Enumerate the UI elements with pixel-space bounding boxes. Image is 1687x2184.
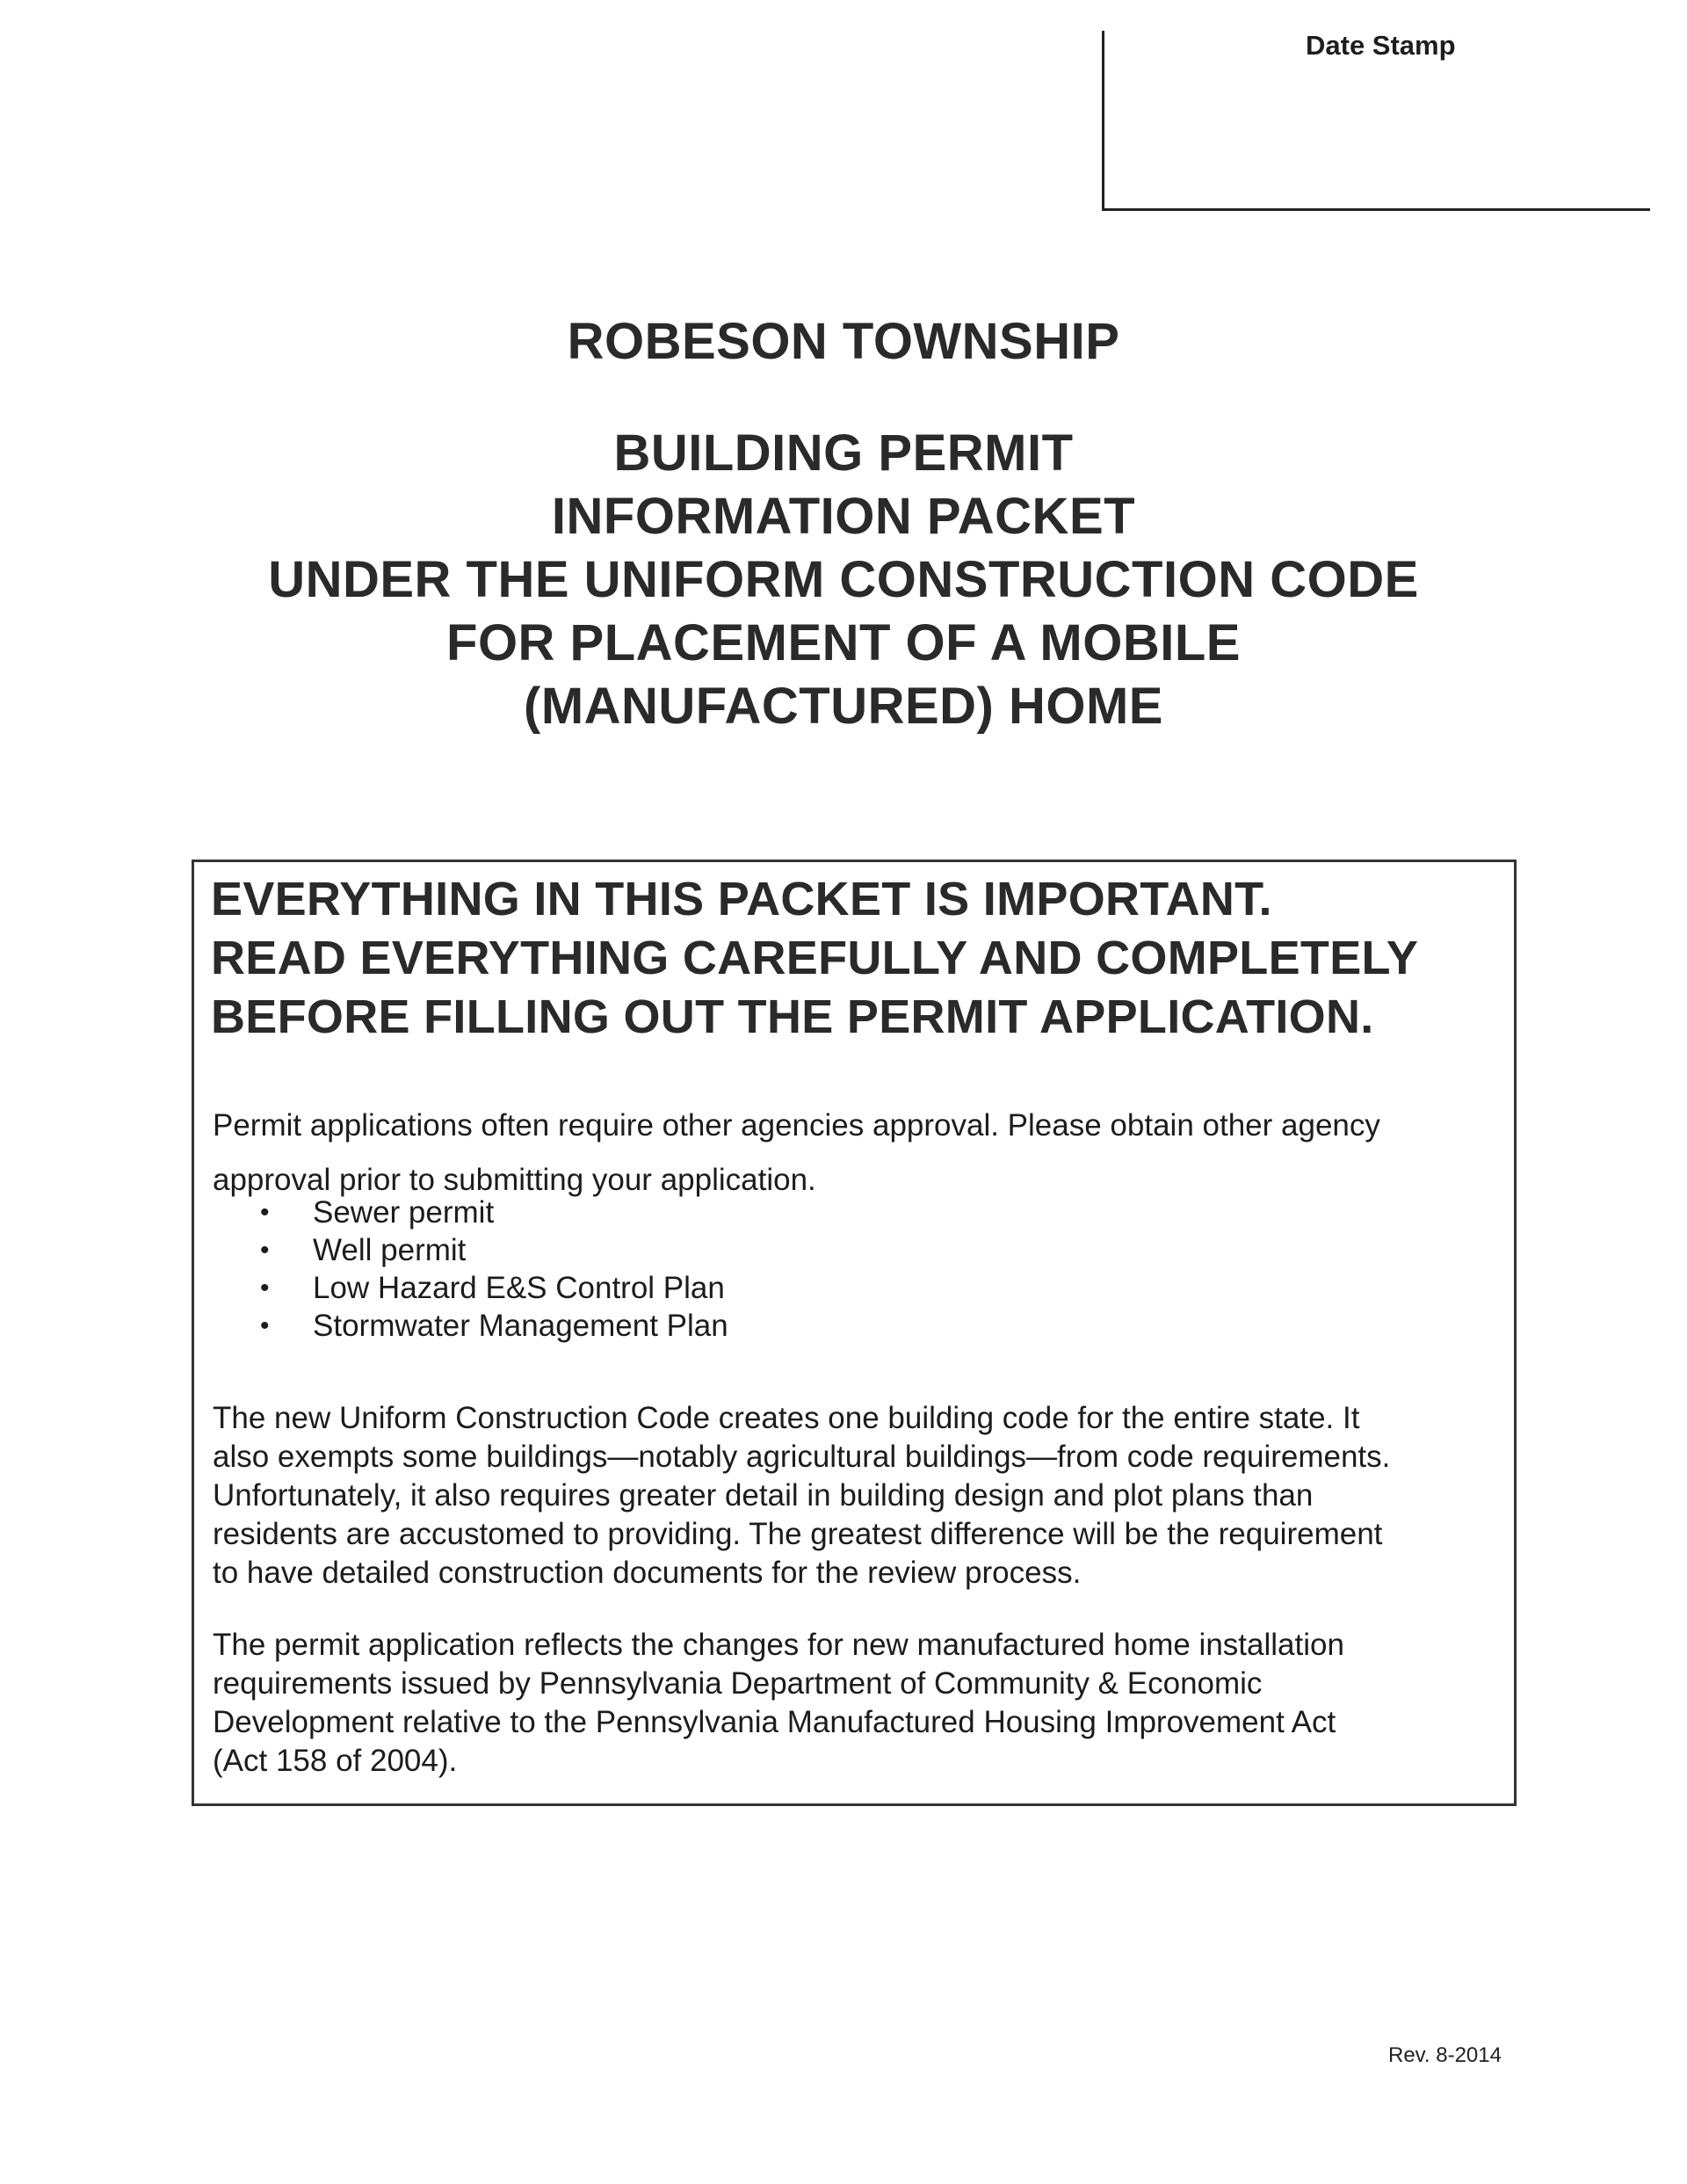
paragraph-line: The new Uniform Construction Code creates one building code for the entire state. It bbox=[213, 1401, 1360, 1435]
bullet-icon: • bbox=[260, 1273, 270, 1302]
paragraph-line: approval prior to submitting your application. bbox=[213, 1163, 816, 1197]
paragraph-line: (Act 158 of 2004). bbox=[213, 1744, 458, 1778]
list-item-label: Sewer permit bbox=[313, 1195, 495, 1230]
important-warning bbox=[211, 870, 1418, 1047]
packet-title-line: BUILDING PERMIT bbox=[613, 424, 1074, 482]
packet-title-line: INFORMATION PACKET bbox=[551, 488, 1136, 545]
list-item bbox=[260, 1307, 728, 1345]
paragraph-line: Unfortunately, it also requires greater detail in building design and plot plans than bbox=[213, 1478, 1314, 1513]
warning-line: READ EVERYTHING CAREFULLY AND COMPLETELY bbox=[211, 932, 1419, 984]
packet-title-line: (MANUFACTURED) HOME bbox=[524, 678, 1163, 735]
packet-title-line: FOR PLACEMENT OF A MOBILE bbox=[446, 614, 1241, 671]
paragraph-line: Permit applications often require other agencies approval. Please obtain other agency bbox=[213, 1108, 1380, 1143]
agency-approval-paragraph bbox=[213, 1099, 1380, 1208]
paragraph-line: also exempts some buildings—notably agricultural buildings—from code requirements. bbox=[213, 1440, 1391, 1474]
packet-title bbox=[0, 422, 1687, 738]
revision-note: Rev. 8-2014 bbox=[1388, 2043, 1502, 2067]
warning-line: EVERYTHING IN THIS PACKET IS IMPORTANT. bbox=[211, 873, 1272, 925]
paragraph-line: requirements issued by Pennsylvania Department of Community & Economic bbox=[213, 1666, 1263, 1701]
agency-approval-list bbox=[260, 1194, 728, 1345]
list-item-label: Stormwater Management Plan bbox=[313, 1309, 728, 1343]
bullet-icon: • bbox=[260, 1198, 270, 1227]
paragraph-line: Development relative to the Pennsylvania Manufactured Housing Improvement Act bbox=[213, 1705, 1336, 1739]
bullet-icon: • bbox=[260, 1311, 270, 1340]
list-item-label: Well permit bbox=[313, 1233, 467, 1267]
paragraph-line: residents are accustomed to providing. The greatest difference will be the requirement bbox=[213, 1517, 1383, 1551]
list-item-label: Low Hazard E&S Control Plan bbox=[313, 1271, 725, 1305]
packet-title-line: UNDER THE UNIFORM CONSTRUCTION CODE bbox=[268, 551, 1419, 608]
list-item bbox=[260, 1194, 728, 1231]
list-item bbox=[260, 1231, 728, 1269]
ucc-paragraph bbox=[213, 1399, 1390, 1593]
warning-line: BEFORE FILLING OUT THE PERMIT APPLICATION. bbox=[211, 990, 1374, 1043]
bullet-icon: • bbox=[260, 1236, 270, 1265]
paragraph-line: to have detailed construction documents for the review process. bbox=[213, 1556, 1082, 1590]
list-item bbox=[260, 1269, 728, 1307]
paragraph-line: The permit application reflects the changes for new manufactured home installation bbox=[213, 1628, 1344, 1662]
township-title: ROBESON TOWNSHIP bbox=[567, 313, 1120, 370]
act-paragraph bbox=[213, 1626, 1344, 1781]
date-stamp-label: Date Stamp bbox=[1306, 30, 1456, 61]
